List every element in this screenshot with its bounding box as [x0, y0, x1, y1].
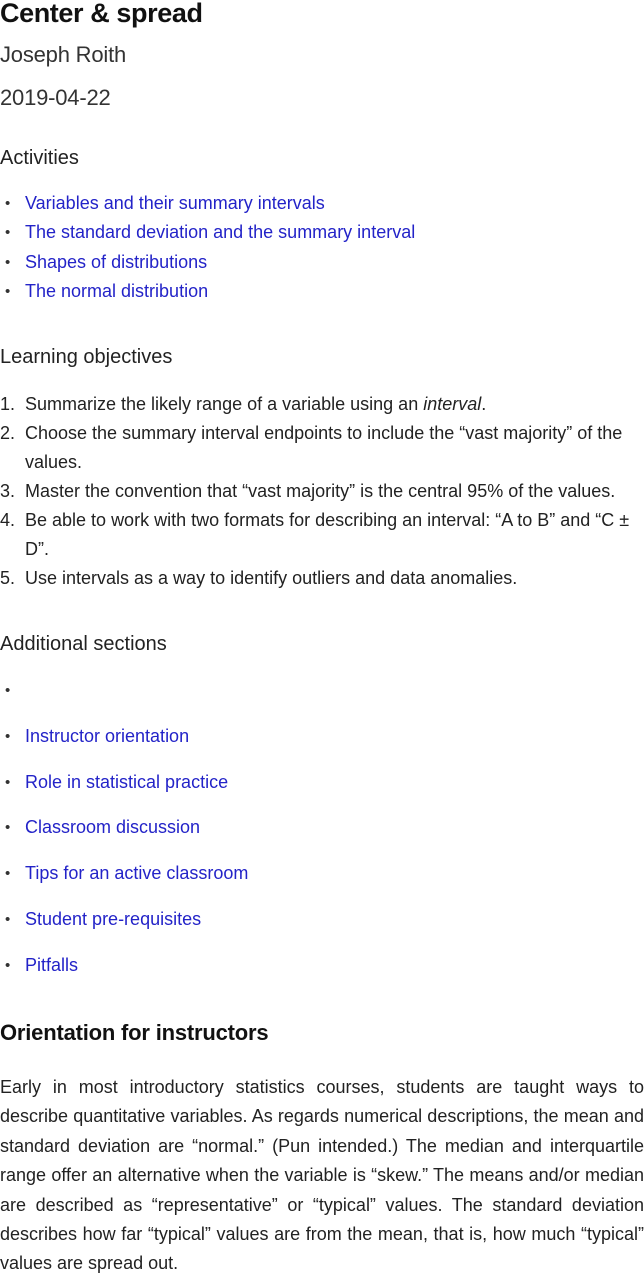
bullet-icon: •	[5, 865, 11, 883]
bullet-icon: •	[5, 195, 11, 212]
section-item	[0, 676, 248, 722]
objective-number: 4.	[0, 510, 16, 530]
section-link[interactable]: Pitfalls	[25, 954, 79, 975]
objective-emphasis: interval	[423, 394, 482, 414]
activities-list	[0, 189, 415, 306]
activities-heading: Activities	[0, 147, 79, 169]
activity-item	[0, 277, 415, 306]
section-item	[0, 859, 248, 905]
activity-item	[0, 248, 415, 277]
bullet-icon: •	[5, 910, 11, 928]
objective-number: 5.	[0, 568, 16, 588]
bullet-icon: •	[5, 773, 11, 791]
activity-link[interactable]: Shapes of distributions	[25, 251, 208, 272]
section-link[interactable]: Role in statistical practice	[25, 771, 229, 792]
orientation-heading: Orientation for instructors	[0, 1020, 269, 1045]
additional-heading: Additional sections	[0, 633, 167, 655]
bullet-icon: •	[5, 819, 11, 837]
bullet-icon: •	[5, 253, 11, 271]
section-item	[0, 951, 248, 997]
bullet-icon: •	[5, 282, 11, 300]
objective-item: 4. Be able to work with two formats for describing an interval: “A to B” and “C ± D”.	[0, 506, 644, 564]
objective-item: 3. Master the convention that “vast majority” is the central 95% of the values.	[0, 477, 644, 506]
section-link[interactable]: Student pre-requisites	[25, 908, 202, 929]
bullet-icon: •	[5, 956, 11, 974]
objective-item: 5. Use intervals as a way to identify outliers and data anomalies.	[0, 564, 644, 593]
activity-link[interactable]: Variables and their summary intervals	[25, 193, 325, 213]
section-item	[0, 813, 248, 859]
section-item	[0, 722, 248, 768]
objectives-heading: Learning objectives	[0, 346, 173, 368]
objective-item: 2. Choose the summary interval endpoints to include the “vast majority” of the values.	[0, 419, 644, 477]
section-link[interactable]: Classroom discussion	[25, 817, 201, 838]
activity-item	[0, 189, 415, 218]
activity-link[interactable]: The standard deviation and the summary interval	[25, 222, 416, 243]
bullet-icon: •	[5, 727, 11, 745]
objective-number: 2.	[0, 423, 16, 443]
activity-item	[0, 218, 415, 247]
section-item	[0, 905, 248, 951]
bullet-icon: •	[5, 224, 11, 242]
document-date: 2019-04-22	[0, 85, 111, 110]
objectives-list	[0, 390, 644, 593]
objective-item: 1. Summarize the likely range of a variable using an interval.	[0, 390, 644, 419]
objective-number: 1.	[0, 394, 16, 414]
orientation-paragraph: Early in most introductory statistics courses, students are taught ways to describe quantitative variables. As regards numerical descriptions, the mean and standard deviation are “normal.” (Pun intended.) The median and interquartile range offer an alternative when the variable is “skew.” The means and/or median are described as “representative” or “typical” values. The standard deviation describes how far “typical” values are from the mean, that is, how much “typical” values are spread out.	[0, 1077, 644, 1274]
bullet-icon: •	[5, 682, 11, 699]
objective-number: 3.	[0, 481, 16, 501]
document-title: Center & spread	[0, 0, 203, 28]
section-link[interactable]: Instructor orientation	[25, 725, 190, 746]
activity-link[interactable]: The normal distribution	[25, 280, 209, 301]
document-author: Joseph Roith	[0, 42, 127, 67]
section-link[interactable]: Tips for an active classroom	[25, 863, 249, 884]
section-item	[0, 768, 248, 814]
additional-list	[0, 676, 248, 997]
